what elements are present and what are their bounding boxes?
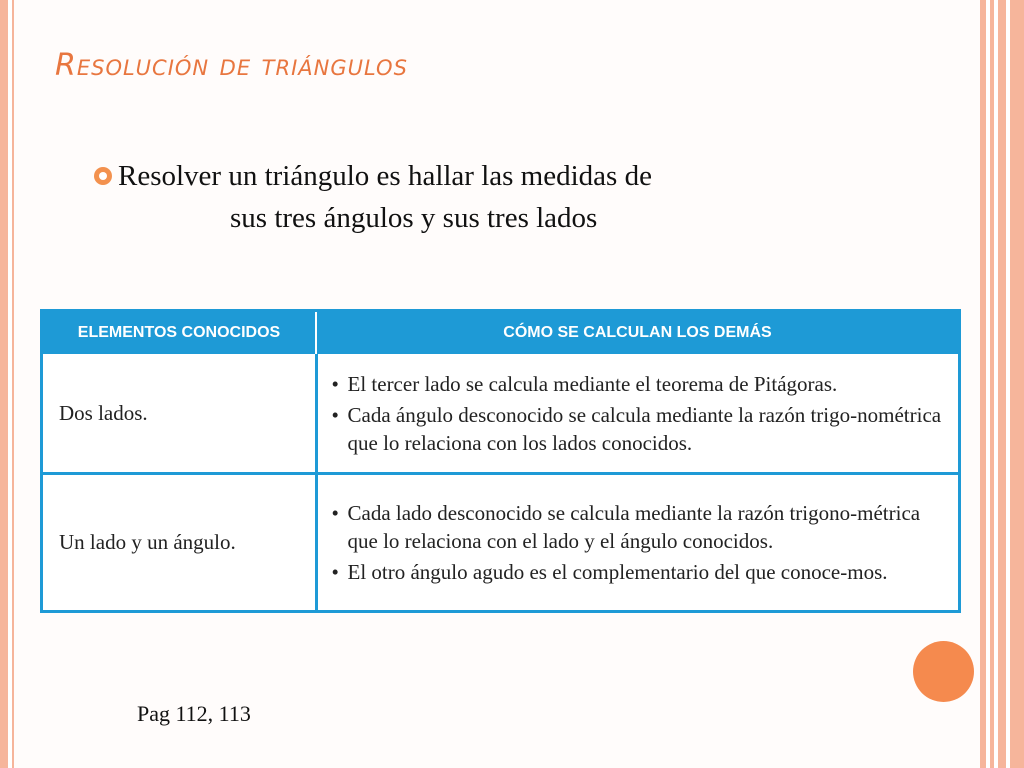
table-row: [43, 354, 958, 474]
table-header-row: [43, 312, 958, 354]
decorative-orange-circle: [913, 641, 974, 702]
method-cell: [316, 474, 958, 611]
method-cell: [316, 354, 958, 474]
left-border-stripe: [0, 0, 8, 768]
right-border-stripes: [980, 0, 1024, 768]
bullet-line-2: sus tres ángulos y sus tres lados: [230, 202, 598, 234]
bullet-text: [118, 155, 878, 239]
bullet-circle-icon: [94, 167, 112, 185]
known-cell: Dos lados.: [43, 354, 316, 474]
list-item: • Cada lado desconocido se calcula mediante la razón trigono-métrica que lo relaciona con el lado y el ángulo conocidos.: [332, 499, 951, 555]
slide-title: Resolución de triángulos: [55, 48, 408, 83]
table-row: [43, 474, 958, 611]
page-reference: Pag 112, 113: [137, 701, 251, 726]
header-how-calculated: CÓMO SE CALCULAN LOS DEMÁS: [316, 312, 958, 354]
list-item: • El otro ángulo agudo es el complementario del que conoce-mos.: [332, 558, 951, 586]
triangle-resolution-table: [40, 309, 961, 613]
list-item: • Cada ángulo desconocido se calcula mediante la razón trigo-nométrica que lo relaciona con los lados conocidos.: [332, 401, 951, 457]
header-known-elements: ELEMENTOS CONOCIDOS: [43, 312, 316, 354]
bullet-line-1: Resolver un triángulo es hallar las medidas de: [118, 160, 652, 192]
known-cell: Un lado y un ángulo.: [43, 474, 316, 611]
list-item: • El tercer lado se calcula mediante el teorema de Pitágoras.: [332, 370, 951, 398]
